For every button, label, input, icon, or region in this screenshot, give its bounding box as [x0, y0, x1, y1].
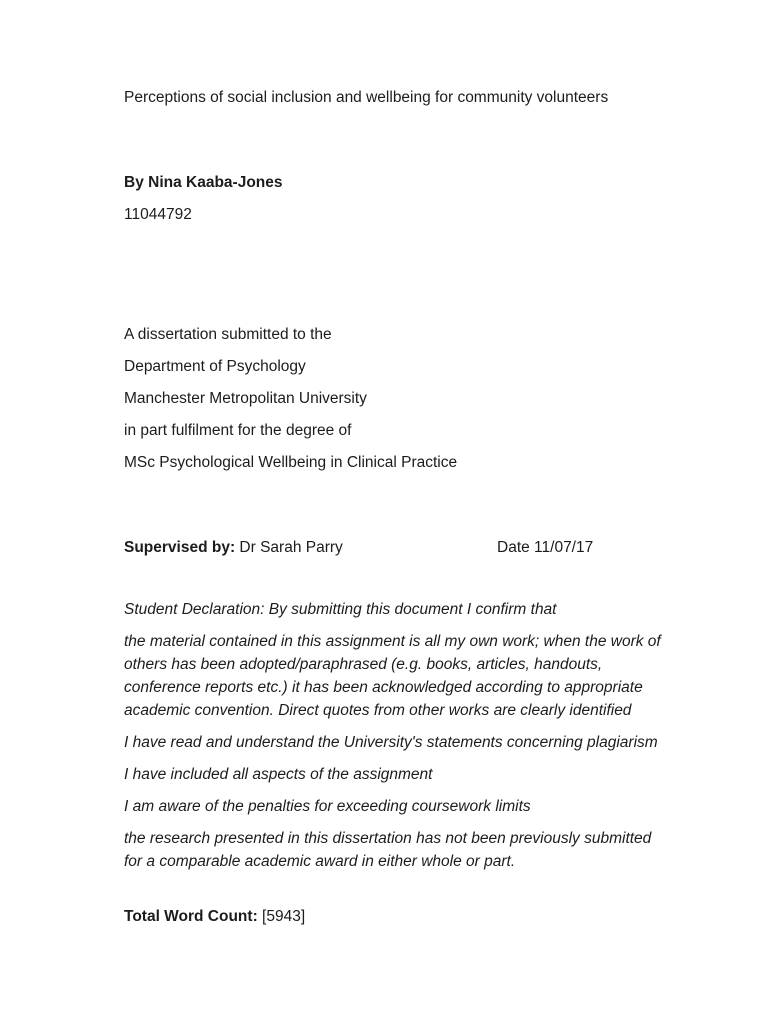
date-field: Date 11/07/17: [497, 539, 594, 556]
student-id: 11044792: [124, 206, 192, 223]
supervision-row: [124, 536, 672, 559]
word-count-value: [5943]: [257, 908, 306, 925]
declaration-paragraph: I have read and understand the University's statements concerning plagiarism: [124, 734, 658, 751]
declaration-paragraph: I have included all aspects of the assignment: [124, 766, 433, 783]
word-count-label: Total Word Count:: [124, 908, 258, 925]
submission-line: in part fulfilment for the degree of: [124, 422, 352, 439]
submission-line: A dissertation submitted to the: [124, 326, 332, 343]
author-by-line: By Nina Kaaba-Jones: [124, 174, 283, 191]
supervised-by-label: Supervised by:: [124, 539, 236, 556]
declaration-paragraph: the research presented in this dissertation has not been previously submitted for a comparable academic award in either whole or part.: [124, 830, 652, 870]
declaration-paragraph: I am aware of the penalties for exceeding coursework limits: [124, 798, 531, 815]
submission-line: MSc Psychological Wellbeing in Clinical Practice: [124, 454, 458, 471]
supervisor-name: Dr Sarah Parry: [235, 539, 343, 556]
submission-line: Department of Psychology: [124, 358, 306, 375]
dissertation-title: Perceptions of social inclusion and wellbeing for community volunteers: [124, 89, 609, 106]
declaration-intro: Student Declaration: By submitting this document I confirm that: [124, 601, 557, 618]
submission-line: Manchester Metropolitan University: [124, 390, 367, 407]
word-count-row: [124, 905, 672, 928]
page-content: [124, 86, 672, 937]
declaration-paragraph: the material contained in this assignment is all my own work; when the work of others has been adopted/paraphrased (e.g. books, articles, handouts, conference reports etc.) it has been acknowledged according to appropriate academic convention. Direct quotes from other works are clearly identified: [124, 633, 661, 719]
